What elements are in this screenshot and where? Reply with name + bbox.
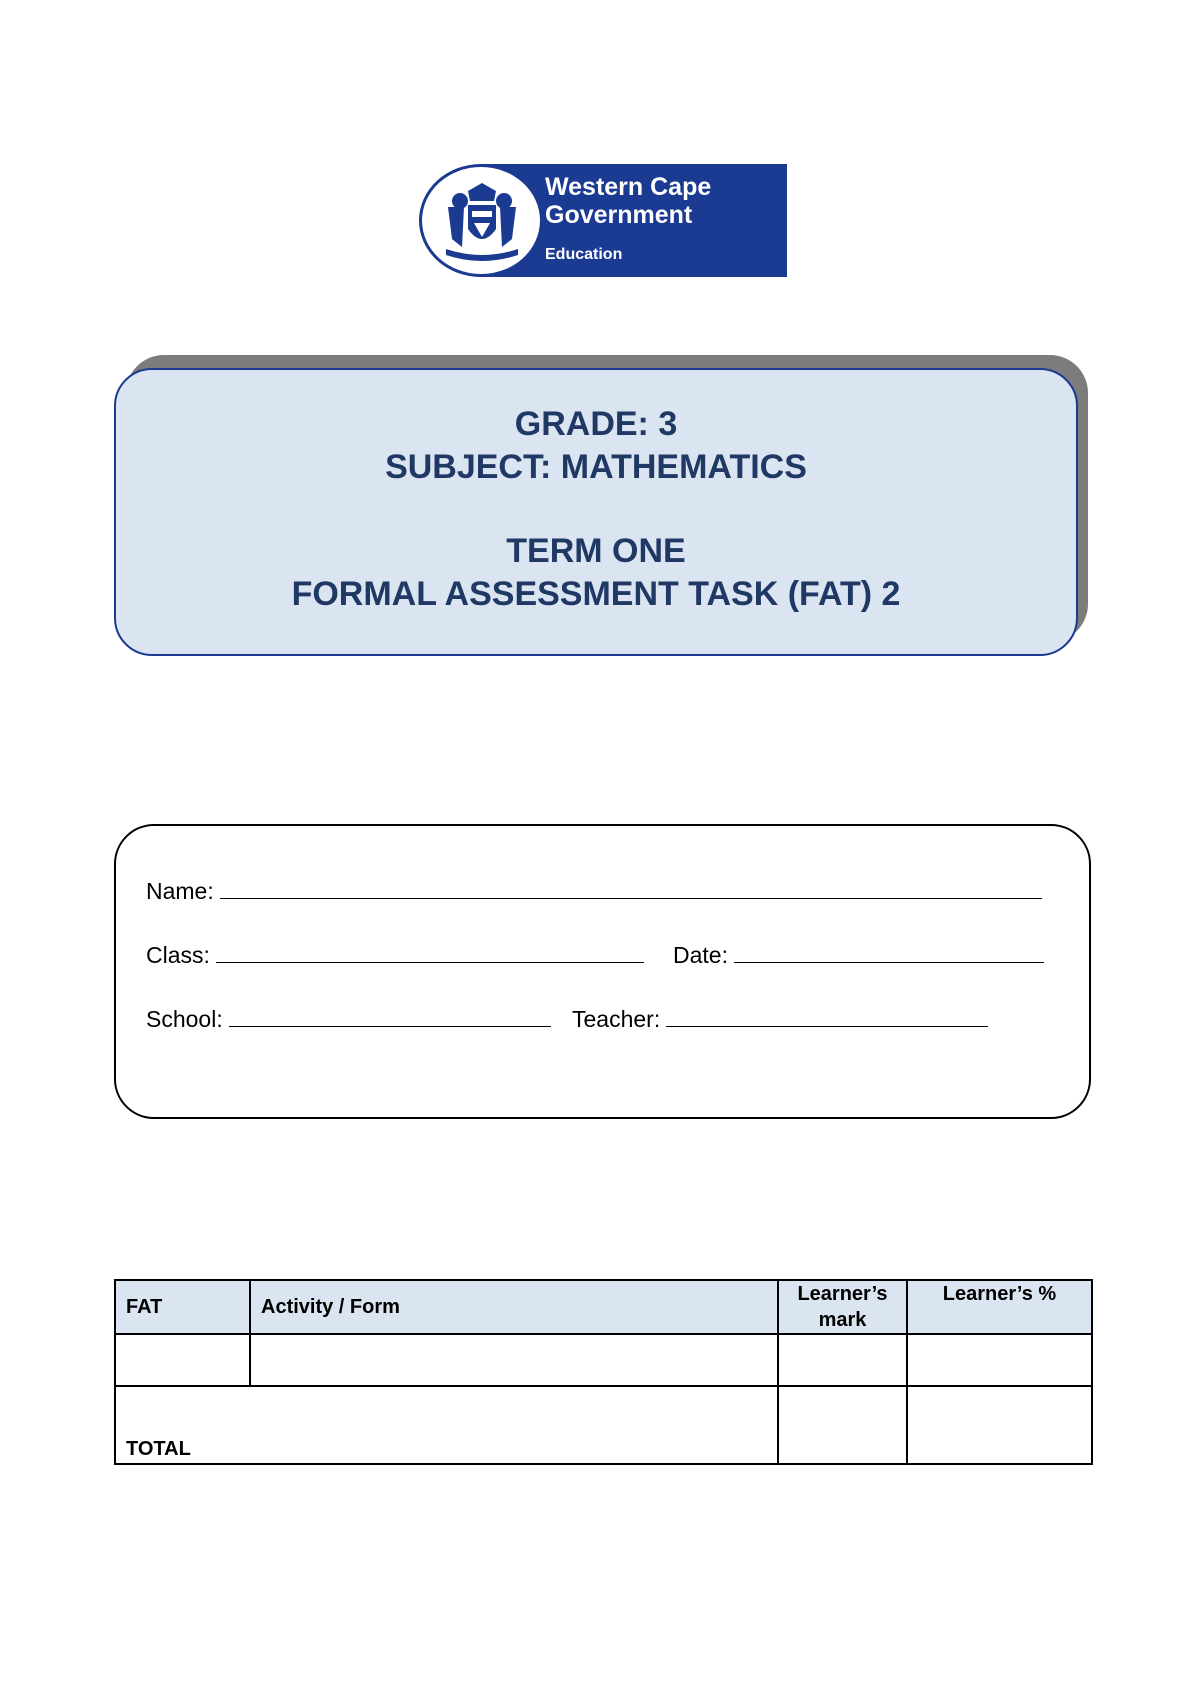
learners-percent-cell[interactable] [907,1334,1092,1386]
title-box [114,368,1078,656]
subject-heading: SUBJECT: MATHEMATICS [385,448,807,486]
logo-title [545,173,711,229]
table-row [115,1334,1092,1386]
coat-of-arms-icon [419,164,543,277]
header-activity-form: Activity / Form [250,1280,778,1334]
total-mark-cell[interactable] [778,1386,907,1464]
class-input-line[interactable] [216,942,644,963]
school-label: School: [146,1006,223,1032]
activity-form-cell[interactable] [250,1334,778,1386]
teacher-input-line[interactable] [666,1006,988,1027]
teacher-field [572,1006,988,1033]
class-field [146,942,644,969]
date-input-line[interactable] [734,942,1044,963]
term-heading: TERM ONE [506,532,686,570]
table-header-row [115,1280,1092,1334]
class-label: Class: [146,942,210,968]
header-learners-percent: Learner’s % [907,1280,1092,1334]
grade-heading: GRADE: 3 [514,405,678,443]
total-label: TOTAL [115,1386,778,1464]
learners-mark-cell[interactable] [778,1334,907,1386]
date-label: Date: [673,942,728,968]
logo-title-text: Western Cape Government [545,173,712,229]
teacher-label: Teacher: [572,1006,661,1032]
score-table [114,1279,1093,1465]
learner-info-box [114,824,1091,1119]
header-learners-mark: Learner’s mark [778,1280,907,1334]
task-heading: FORMAL ASSESSMENT TASK (FAT) 2 [291,575,901,613]
school-input-line[interactable] [229,1006,551,1027]
logo-subtitle: Education [545,246,623,263]
name-input-line[interactable] [220,878,1042,899]
school-field [146,1006,551,1033]
name-label: Name: [146,878,214,904]
fat-cell[interactable] [115,1334,250,1386]
western-cape-government-logo [419,164,787,277]
total-percent-cell[interactable] [907,1386,1092,1464]
total-row [115,1386,1092,1464]
header-fat: FAT [115,1280,250,1334]
date-field [673,942,1044,969]
name-field [146,878,1042,905]
